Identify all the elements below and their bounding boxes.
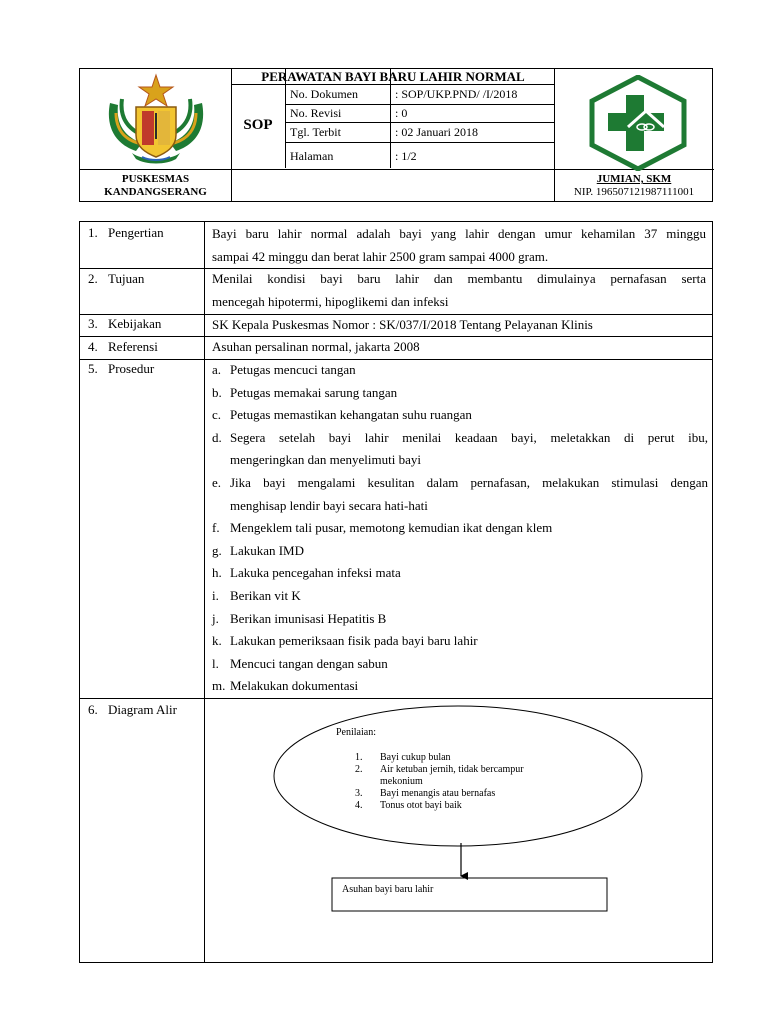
org-name: KANDANGSERANG [104,186,207,198]
section-label: 1. Pengertian [88,225,164,240]
list-item: h. Lakuka pencegahan infeksi mata [212,565,401,581]
signer-nip: NIP. 196507121987111001 [573,186,695,198]
list-item: 2. Air ketuban jernih, tidak bercampur [355,764,524,775]
ellipse-title: Penilaian: [336,727,376,738]
list-item: f. Mengeklem tali pusar, memotong kemudian ikat dengan klem [212,520,553,536]
list-item: m. Melakukan dokumentasi [212,678,359,694]
list-item: j. Berikan imunisasi Hepatitis B [212,610,387,626]
policy-text: SK Kepala Puskesmas Nomor : SK/037/I/2018 Tentang Pelayanan Klinis [212,317,593,332]
list-item: c. Petugas memastikan kehangatan suhu ruangan [212,407,472,423]
list-item: d. Segera setelah bayi lahir menilai keadaan bayi, meletakkan di perut ibu, [212,429,708,445]
list-item: i. Berikan vit K [212,587,301,603]
section-label: 3. Kebijakan [88,316,162,331]
list-item: k. Lakukan pemeriksaan fisik pada bayi baru lahir [212,633,478,649]
meta-key: Tgl. Terbit [290,125,341,139]
section-label: 2. Tujuan [88,271,145,286]
list-item: menghisap lendir bayi secara hati-hati [230,497,428,513]
reference-text: Asuhan persalinan normal, jakarta 2008 [212,339,420,354]
list-item: mekonium [380,776,423,787]
sop-label: SOP [243,117,273,133]
list-item: mengeringkan dan menyelimuti bayi [230,452,421,468]
list-item: a. Petugas mencuci tangan [212,362,356,377]
meta-value: : 1/2 [395,149,417,163]
list-item: b. Petugas memakai sarung tangan [212,384,398,400]
meta-key: No. Revisi [290,106,342,120]
definition-text: Bayi baru lahir normal adalah bayi yang lahir dengan umur kehamilan 37 minggu sampai 42 minggu dan berat lahir 2500 gram sampai 4000 gram. [212,226,706,264]
care-box-label: Asuhan bayi baru lahir [342,884,434,895]
list-item: 1. Bayi cukup bulan [355,752,451,763]
signer-name: JUMIAN, SKM [596,173,672,185]
document-title: PERAWATAN BAYI BARU LAHIR NORMAL [261,69,525,84]
list-item: 3. Bayi menangis atau bernafas [355,788,496,799]
section-label: 5. Prosedur [88,361,155,376]
meta-value: : 0 [395,106,408,120]
section-label: 6. Diagram Alir [88,702,177,717]
section-label: 4. Referensi [88,339,158,354]
meta-value: : 02 Januari 2018 [395,125,478,139]
org-name: PUSKESMAS [121,173,190,185]
purpose-text: Menilai kondisi bayi baru lahir dan membantu dimulainya pernafasan serta mencegah hipotermi, hipoglikemi dan infeksi [212,271,706,309]
assessment-list [355,752,535,812]
list-item: 4. Tonus otot bayi baik [355,800,462,811]
meta-key: No. Dokumen [290,87,358,101]
list-item: g. Lakukan IMD [212,542,305,558]
list-item: e. Jika bayi mengalami kesulitan dalam pernafasan, melakukan stimulasi dengan [212,474,708,490]
meta-key: Halaman [290,149,334,163]
meta-value: : SOP/UKP.PND/ /I/2018 [395,87,518,101]
list-item: l. Mencuci tangan dengan sabun [212,655,388,671]
